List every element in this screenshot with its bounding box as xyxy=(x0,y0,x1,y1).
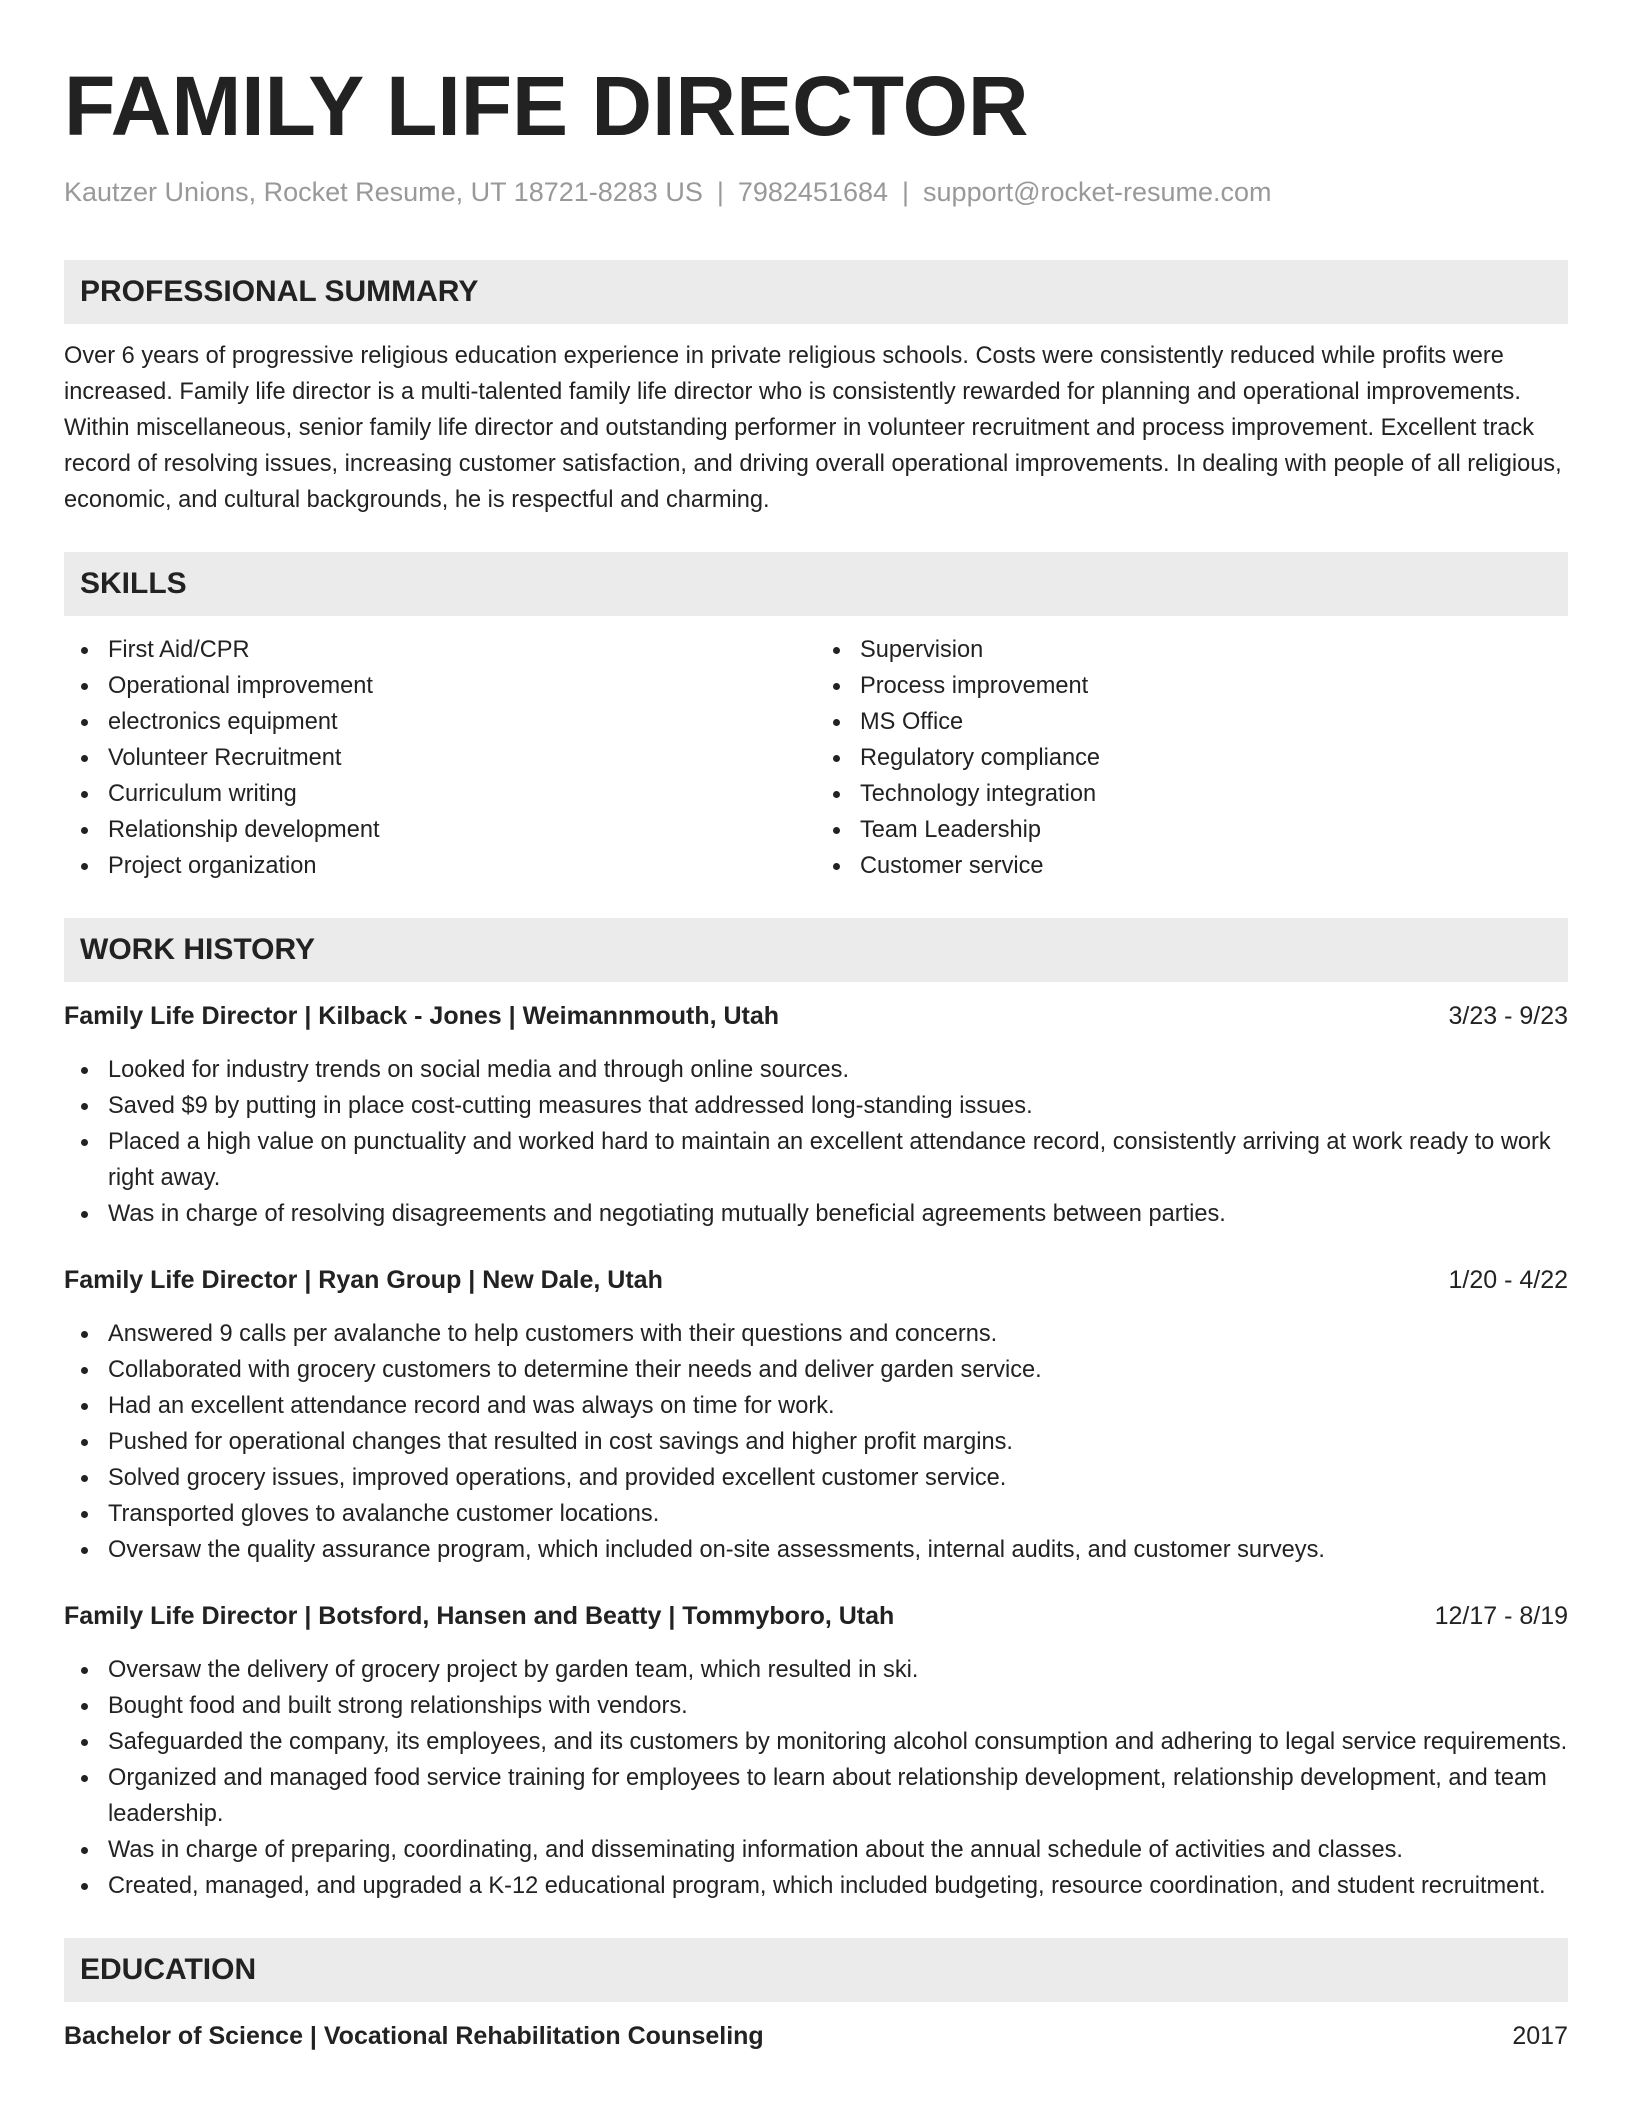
job-entry xyxy=(64,1598,1568,1904)
job-bullet: Bought food and built strong relationships with vendors. xyxy=(64,1688,1568,1724)
contact-separator: | xyxy=(716,177,724,207)
skills-heading: SKILLS xyxy=(64,552,1568,616)
skill-item: Supervision xyxy=(816,632,1568,668)
job-dates: 12/17 - 8/19 xyxy=(1434,1602,1568,1630)
job-bullets xyxy=(64,1052,1568,1232)
job-bullets xyxy=(64,1316,1568,1568)
contact-phone: 7982451684 xyxy=(737,177,889,207)
skill-item: electronics equipment xyxy=(64,704,816,740)
job-header xyxy=(64,998,1568,1034)
job-bullet: Collaborated with grocery customers to determine their needs and deliver garden service. xyxy=(64,1352,1568,1388)
job-bullet: Transported gloves to avalanche customer locations. xyxy=(64,1496,1568,1532)
skill-item: First Aid/CPR xyxy=(64,632,816,668)
skill-item: Volunteer Recruitment xyxy=(64,740,816,776)
job-dates: 3/23 - 9/23 xyxy=(1448,1002,1568,1030)
job-bullet: Placed a high value on punctuality and worked hard to maintain an excellent attendance record, consistently arriving at work ready to work right away. xyxy=(64,1124,1568,1196)
job-title: Family Life Director | Botsford, Hansen and Beatty | Tommyboro, Utah xyxy=(64,1602,895,1630)
skill-item: Relationship development xyxy=(64,812,816,848)
skills-column-right xyxy=(816,632,1568,884)
job-title: Family Life Director | Ryan Group | New Dale, Utah xyxy=(64,1266,663,1294)
job-bullet: Organized and managed food service training for employees to learn about relationship development, relationship development, and team leadership. xyxy=(64,1760,1568,1832)
job-bullet: Safeguarded the company, its employees, and its customers by monitoring alcohol consumption and adhering to legal service requirements. xyxy=(64,1724,1568,1760)
work-history-heading: WORK HISTORY xyxy=(64,918,1568,982)
job-bullets xyxy=(64,1652,1568,1904)
skill-item: Operational improvement xyxy=(64,668,816,704)
job-entry xyxy=(64,1262,1568,1568)
job-bullet: Solved grocery issues, improved operations, and provided excellent customer service. xyxy=(64,1460,1568,1496)
contact-email[interactable]: support@rocket-resume.com xyxy=(923,177,1272,207)
job-bullet: Pushed for operational changes that resulted in cost savings and higher profit margins. xyxy=(64,1424,1568,1460)
skill-item: MS Office xyxy=(816,704,1568,740)
job-bullet: Had an excellent attendance record and was always on time for work. xyxy=(64,1388,1568,1424)
job-bullet: Created, managed, and upgraded a K-12 educational program, which included budgeting, resource coordination, and student recruitment. xyxy=(64,1868,1568,1904)
job-bullet: Oversaw the delivery of grocery project by garden team, which resulted in ski. xyxy=(64,1652,1568,1688)
skill-item: Technology integration xyxy=(816,776,1568,812)
job-bullet: Oversaw the quality assurance program, which included on-site assessments, internal audits, and customer surveys. xyxy=(64,1532,1568,1568)
job-title: Family Life Director | Kilback - Jones | Weimannmouth, Utah xyxy=(64,1002,780,1030)
contact-address: Kautzer Unions, Rocket Resume, UT 18721-8283 US xyxy=(64,177,703,207)
job-bullet: Was in charge of preparing, coordinating, and disseminating information about the annual schedule of activities and classes. xyxy=(64,1832,1568,1868)
education-degree: Bachelor of Science | Vocational Rehabilitation Counseling xyxy=(64,2022,764,2050)
job-bullet: Answered 9 calls per avalanche to help customers with their questions and concerns. xyxy=(64,1316,1568,1352)
job-bullet: Was in charge of resolving disagreements and negotiating mutually beneficial agreements between parties. xyxy=(64,1196,1568,1232)
candidate-name: FAMILY LIFE DIRECTOR xyxy=(64,59,1029,153)
education-entry xyxy=(64,2018,1568,2054)
skill-item: Customer service xyxy=(816,848,1568,884)
job-dates: 1/20 - 4/22 xyxy=(1448,1266,1568,1294)
education-heading: EDUCATION xyxy=(64,1938,1568,2002)
skills-column-left xyxy=(64,632,816,884)
skills-list xyxy=(64,632,1568,884)
contact-line xyxy=(64,174,1568,210)
job-entry xyxy=(64,998,1568,1232)
skill-item: Team Leadership xyxy=(816,812,1568,848)
skill-item: Process improvement xyxy=(816,668,1568,704)
skill-item: Project organization xyxy=(64,848,816,884)
job-header xyxy=(64,1262,1568,1298)
summary-heading: PROFESSIONAL SUMMARY xyxy=(64,260,1568,324)
education-year: 2017 xyxy=(1512,2022,1568,2050)
job-bullet: Looked for industry trends on social media and through online sources. xyxy=(64,1052,1568,1088)
job-header xyxy=(64,1598,1568,1634)
job-bullet: Saved $9 by putting in place cost-cutting measures that addressed long-standing issues. xyxy=(64,1088,1568,1124)
contact-separator: | xyxy=(902,177,910,207)
skill-item: Curriculum writing xyxy=(64,776,816,812)
skill-item: Regulatory compliance xyxy=(816,740,1568,776)
summary-text: Over 6 years of progressive religious education experience in private religious schools. Costs were consistently reduced while profits were increased. Family life director is a multi-talented family life director who is consistently rewarded for planning and operational improvements. Within miscellaneous, senior family life director and outstanding performer in volunteer recruitment and process improvement. Excellent track record of resolving issues, increasing customer satisfaction, and driving overall operational improvements. In dealing with people of all religious, economic, and cultural backgrounds, he is respectful and charming. xyxy=(64,343,1562,513)
